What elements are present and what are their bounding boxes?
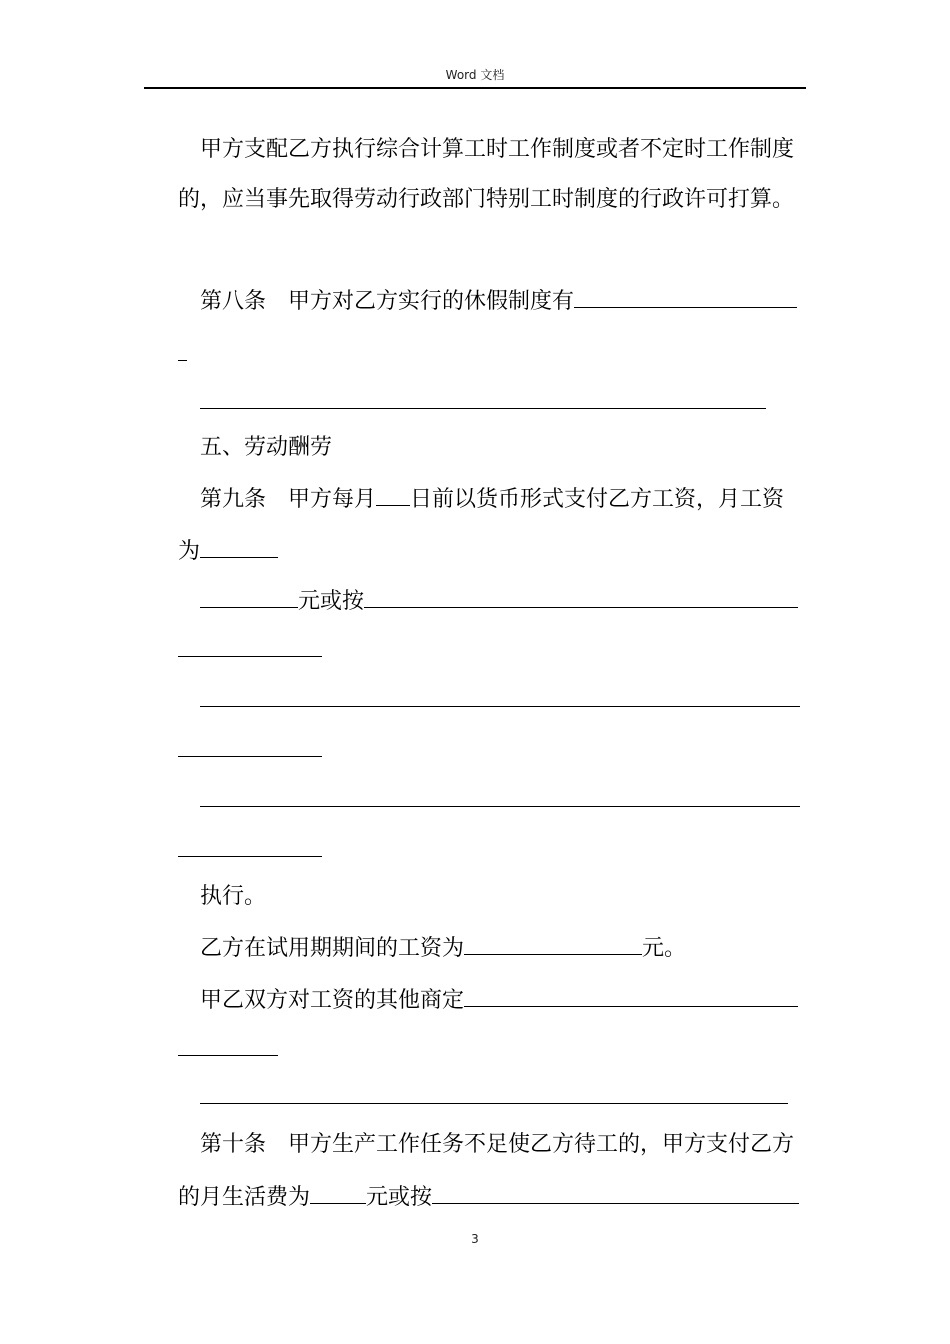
paragraph-line: 的，应当事先取得劳动行政部门特别工时制度的行政许可打算。 [178,187,795,212]
article-10-line [200,1130,794,1160]
article-9-text: 为 [178,539,201,564]
fill-in-blank-line [178,856,322,857]
article-10-text: 甲方生产工作任务不足使乙方待工的，甲方支付乙方 [288,1132,795,1157]
article-10-text: 元或按 [366,1185,433,1210]
article-9-line [200,483,784,515]
fill-in-blank [364,585,798,608]
fill-in-blank [464,984,798,1007]
probation-text: 元。 [642,936,687,961]
fill-in-blank-line [200,1103,788,1104]
fill-in-blank [200,585,298,608]
fill-in-blank [464,932,642,955]
fill-in-blank-line [178,756,322,757]
article-8-label: 第八条 [200,289,267,314]
header-divider [144,87,806,89]
article-8-text: 甲方对乙方实行的休假制度有 [288,289,575,314]
document-header-title: Word 文档 [445,68,505,82]
fill-in-blank [178,360,187,361]
fill-in-blank [200,535,278,558]
article-10-text: 的月生活费为 [178,1185,311,1210]
fill-in-blank-line [200,806,800,807]
yuan-or-text: 元或按 [298,589,365,614]
execute-text: 执行。 [200,884,267,909]
other-terms-line [200,984,798,1016]
yuan-or-line [200,585,798,617]
fill-in-blank-line [178,656,322,657]
article-10-line-2 [178,1181,799,1213]
article-8-line [200,285,797,317]
probation-wage-line [200,932,686,964]
fill-in-blank [310,1181,366,1204]
article-9-wage-line [178,535,278,567]
probation-text: 乙方在试用期期间的工资为 [200,936,465,961]
article-9-label: 第九条 [200,487,267,512]
article-10-label: 第十条 [200,1132,267,1157]
paragraph-line: 甲方支配乙方执行综合计算工时工作制度或者不定时工作制度 [200,137,795,162]
article-9-text: 甲方每月 [288,487,377,512]
page-number: 3 [471,1232,479,1246]
section-heading: 五、劳动酬劳 [200,435,333,460]
fill-in-blank [574,285,797,308]
fill-in-blank [376,483,410,506]
other-terms-text: 甲乙双方对工资的其他商定 [200,988,465,1013]
fill-in-blank [432,1181,799,1204]
fill-in-blank-line [200,706,800,707]
article-9-text: 日前以货币形式支付乙方工资，月工资 [410,487,785,512]
fill-in-blank-line [200,408,766,409]
fill-in-blank-line [178,1055,278,1056]
